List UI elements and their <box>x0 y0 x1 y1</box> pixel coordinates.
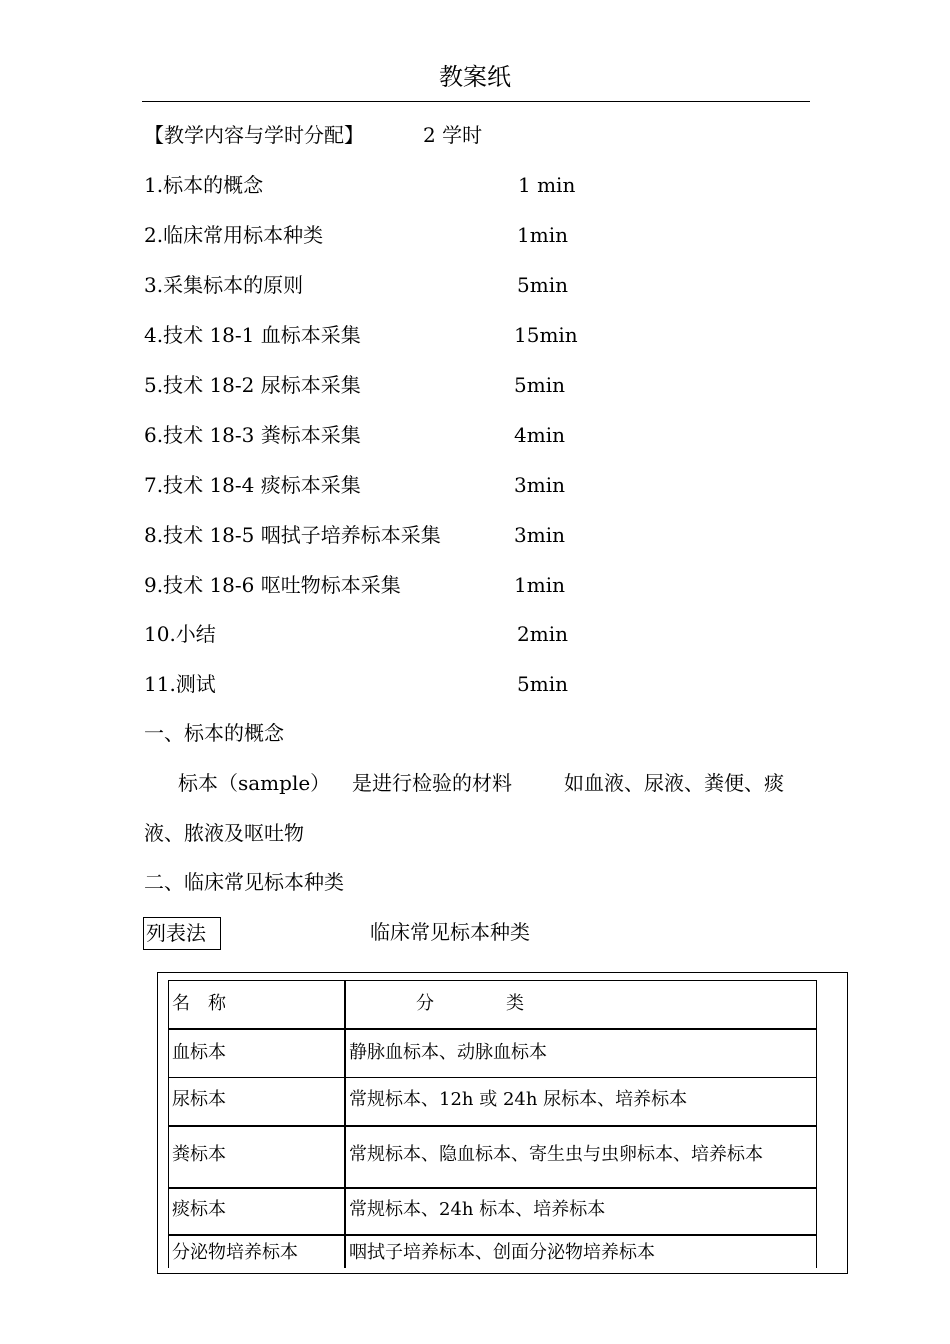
page-title: 教案纸 <box>439 63 511 91</box>
table-row <box>168 1127 817 1187</box>
table-cell <box>168 1189 346 1234</box>
table-cell <box>346 1189 817 1234</box>
schedule-item: 11.测试 <box>144 672 216 696</box>
method-label-box: 列表法 <box>143 917 221 950</box>
section-heading: 二、临床常见标本种类 <box>144 870 344 894</box>
definition-text: 是进行检验的材料 <box>352 771 512 795</box>
intro-label: 【教学内容与学时分配】 <box>144 123 364 147</box>
specimen-table <box>168 980 817 1268</box>
definition-continuation: 液、脓液及呕吐物 <box>144 821 304 845</box>
schedule-time: 1 min <box>518 173 576 197</box>
table-cell <box>346 980 817 1028</box>
table-row <box>168 1078 817 1125</box>
specimen-class: 常规标本、隐血标本、寄生虫与虫卵标本、培养标本 <box>349 1144 763 1165</box>
specimen-name: 血标本 <box>172 1042 226 1063</box>
specimen-name: 痰标本 <box>172 1199 226 1220</box>
schedule-item: 9.技术 18-6 呕吐物标本采集 <box>144 573 401 597</box>
table-row <box>168 1236 817 1268</box>
schedule-time: 15min <box>514 323 578 347</box>
specimen-class: 静脉血标本、动脉血标本 <box>349 1042 547 1063</box>
definition-term: 标本（sample） <box>178 771 331 795</box>
schedule-time: 3min <box>514 523 565 547</box>
schedule-time: 5min <box>517 672 568 696</box>
schedule-time: 5min <box>514 373 565 397</box>
table-header-row <box>168 980 817 1028</box>
table-cell <box>346 1127 817 1187</box>
schedule-item: 5.技术 18-2 尿标本采集 <box>144 373 361 397</box>
schedule-time: 1min <box>517 223 568 247</box>
schedule-item: 7.技术 18-4 痰标本采集 <box>144 473 361 497</box>
schedule-item: 6.技术 18-3 粪标本采集 <box>144 423 361 447</box>
table-cell <box>168 1127 346 1187</box>
table-cell <box>346 1236 817 1268</box>
specimen-name: 粪标本 <box>172 1144 226 1165</box>
specimen-class: 常规标本、12h 或 24h 尿标本、培养标本 <box>349 1089 688 1110</box>
column-header-name: 名 称 <box>172 993 226 1014</box>
table-cell <box>168 1078 346 1125</box>
schedule-time: 1min <box>514 573 565 597</box>
definition-examples: 如血液、尿液、粪便、痰 <box>564 771 784 795</box>
specimen-class: 常规标本、24h 标本、培养标本 <box>349 1199 606 1220</box>
schedule-item: 2.临床常用标本种类 <box>144 223 324 247</box>
header-divider <box>142 101 810 102</box>
schedule-item: 4.技术 18-1 血标本采集 <box>144 323 361 347</box>
schedule-time: 4min <box>514 423 565 447</box>
specimen-name: 尿标本 <box>172 1089 226 1110</box>
schedule-time: 5min <box>517 273 568 297</box>
schedule-item: 8.技术 18-5 咽拭子培养标本采集 <box>144 523 441 547</box>
table-cell <box>168 1236 346 1268</box>
table-row <box>168 1189 817 1234</box>
specimen-name: 分泌物培养标本 <box>172 1242 298 1263</box>
schedule-time: 3min <box>514 473 565 497</box>
table-cell <box>168 1030 346 1077</box>
table-caption: 临床常见标本种类 <box>370 920 530 944</box>
schedule-time: 2min <box>517 622 568 646</box>
specimen-class: 咽拭子培养标本、创面分泌物培养标本 <box>349 1242 655 1263</box>
section-heading: 一、标本的概念 <box>144 721 284 745</box>
column-header-class: 分 类 <box>416 993 524 1014</box>
table-cell <box>346 1078 817 1125</box>
schedule-item: 10.小结 <box>144 622 216 646</box>
intro-total-hours: 2 学时 <box>423 123 483 147</box>
table-row <box>168 1030 817 1077</box>
table-cell <box>168 980 346 1028</box>
schedule-item: 1.标本的概念 <box>144 173 264 197</box>
table-cell <box>346 1030 817 1077</box>
schedule-item: 3.采集标本的原则 <box>144 273 304 297</box>
